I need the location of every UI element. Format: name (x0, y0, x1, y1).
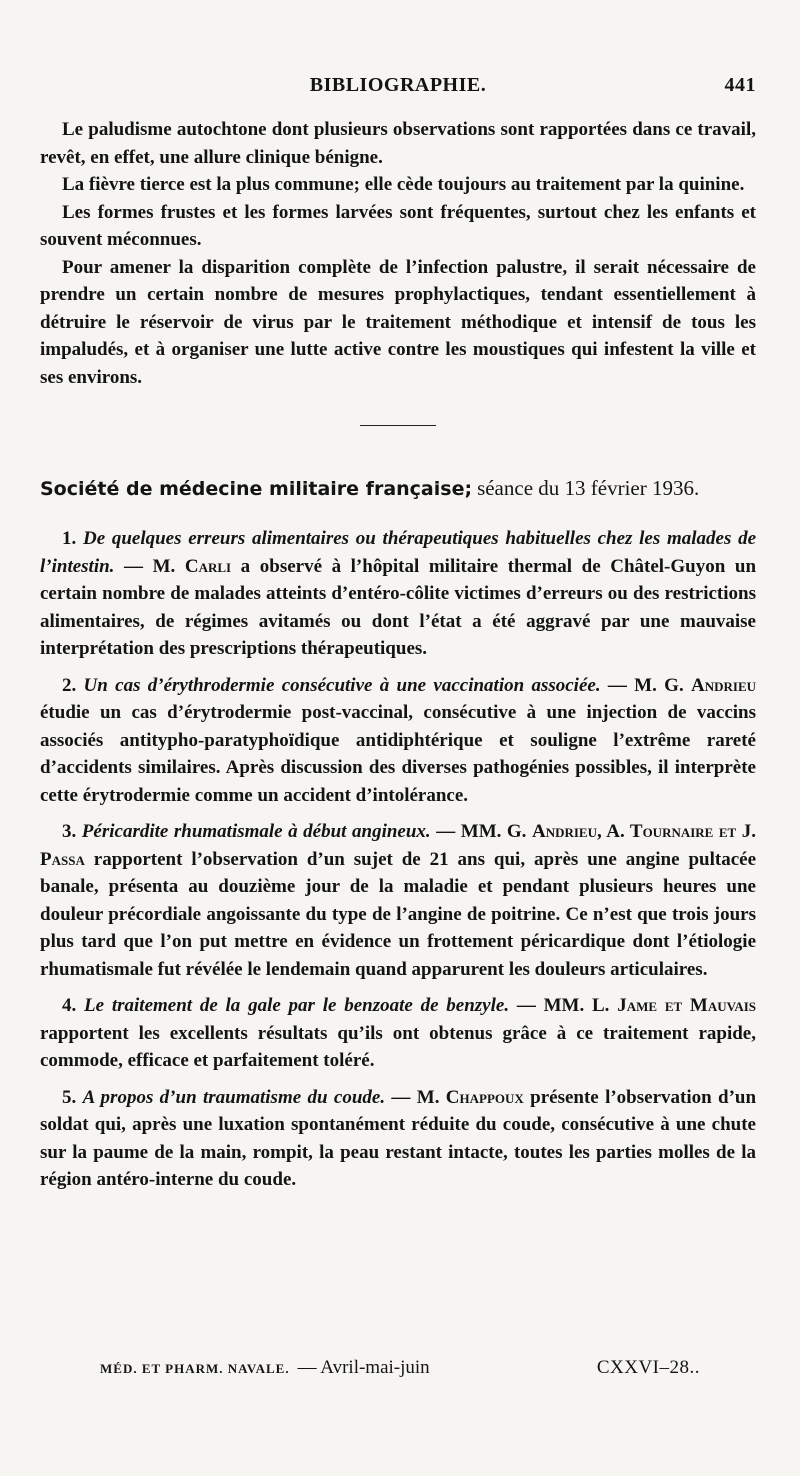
paragraph: La fièvre tierce est la plus commune; elle cède toujours au traitement par la quinine. (62, 174, 745, 195)
item-authors: Andrieu, A. Tournaire et J. Passa (40, 821, 757, 870)
communication-item (40, 1084, 756, 1194)
paragraph: Pour amener la disparition complète de l’infection palustre, il serait nécessaire de prendre un certain nombre de mesures prophylactiques, tendant essentiellement à détruire le réservoir de virus par le traitement méthodique et intensif de tous les impaludés, et à organiser une lutte active contre les moustiques qui infestent la ville et ses environs. (40, 256, 756, 388)
item-number: 1. (62, 528, 77, 549)
item-authors: Andrieu (691, 674, 757, 696)
communications-list (40, 525, 756, 1194)
item-text: rapportent l’observation d’un sujet de 21 ans qui, après une angine pultacée banale, présenta au douzième jour de la maladie et pendant plusieurs heures une douleur précordiale angoissante du type de l’angine de poitrine. Ce n’est que trois jours plus tard que l’on put mettre en évidence un frottement péricardique dont l’étiologie rhumatismale fut révélée le lendemain quand apparurent les douleurs articulaires. (40, 848, 757, 980)
item-number: 2. (62, 674, 77, 696)
page (40, 64, 756, 1194)
session-date: séance du 13 février 1936. (477, 476, 700, 500)
page-footer (100, 1357, 700, 1379)
footer-left (100, 1357, 430, 1379)
communication-item (40, 992, 756, 1075)
item-authors: Carli (184, 555, 232, 577)
issue-label: — Avril-mai-juin (297, 1357, 430, 1378)
journal-name: MÉD. ET PHARM. NAVALE. (100, 1361, 290, 1376)
item-title: Le traitement de la gale par le benzoate de benzyle. (84, 995, 510, 1016)
item-prefix: — M. G. (607, 674, 684, 696)
item-title: De quelques erreurs alimentaires ou thérapeutiques habituelles chez les malades de l’intestin. (40, 528, 757, 577)
item-number: 5. (62, 1086, 77, 1108)
item-text: rapportent les excellents résultats qu’ils ont obtenus grâce à ce traitement rapide, commode, efficace et parfaitement toléré. (40, 1022, 756, 1071)
item-text: a observé à l’hôpital militaire thermal de Châtel-Guyon un certain nombre de malades atteints d’entéro-côlite victimes d’erreurs ou des restrictions alimentaires, de régimes avitamés ou dont l’état a été aggravé par une mauvaise interprétation des prescriptions thérapeutiques. (40, 555, 757, 659)
item-authors: Chappoux (445, 1086, 524, 1108)
paragraph: Le paludisme autochtone dont plusieurs observations sont rapportées dans ce travail, revêt, en effet, une allure clinique bénigne. (40, 119, 756, 168)
page-header (40, 64, 756, 104)
intro-text (40, 116, 756, 391)
item-text: présente l’observation d’un soldat qui, après une luxation spontanément réduite du coude, consécutive à une chute sur la paume de la main, rompit, la peau restant intacte, toutes les parties molles de la région antéro-interne du coude. (40, 1086, 757, 1190)
item-title: Péricardite rhumatismale à début angineux. (81, 821, 431, 842)
society-name: Société de médecine militaire française; (40, 478, 473, 500)
printer-signature: CXXVI–28.. (596, 1357, 700, 1378)
communication-item (40, 525, 756, 663)
communication-item (40, 818, 756, 983)
item-number: 3. (62, 821, 77, 842)
paragraph: Les formes frustes et les formes larvées sont fréquentes, surtout chez les enfants et souvent méconnues. (40, 201, 756, 250)
item-prefix: — MM. G. (436, 821, 527, 842)
item-authors: Jame et Mauvais (617, 995, 757, 1016)
session-heading (40, 472, 756, 505)
item-title: A propos d’un traumatisme du coude. (82, 1086, 386, 1108)
item-title: Un cas d’érythrodermie consécutive à une vaccination associée. (83, 674, 601, 696)
running-title: BIBLIOGRAPHIE. (309, 74, 487, 96)
item-text: étudie un cas d’érytrodermie post-vaccinal, consécutive à une injection de vaccins associés antitypho-paratyphoïdique antidiphtérique et souligne l’extrême rareté d’accidents similaires. Après discussion des diverses pathogénies possibles, il interprète cette érytrodermie comme un accident d’intolérance. (40, 702, 756, 806)
section-divider (360, 425, 436, 426)
item-number: 4. (62, 995, 77, 1016)
item-prefix: — M. (391, 1086, 440, 1108)
page-number: 441 (724, 74, 756, 96)
item-prefix: — MM. L. (516, 995, 610, 1016)
communication-item (40, 672, 756, 810)
item-prefix: — M. (124, 555, 176, 577)
